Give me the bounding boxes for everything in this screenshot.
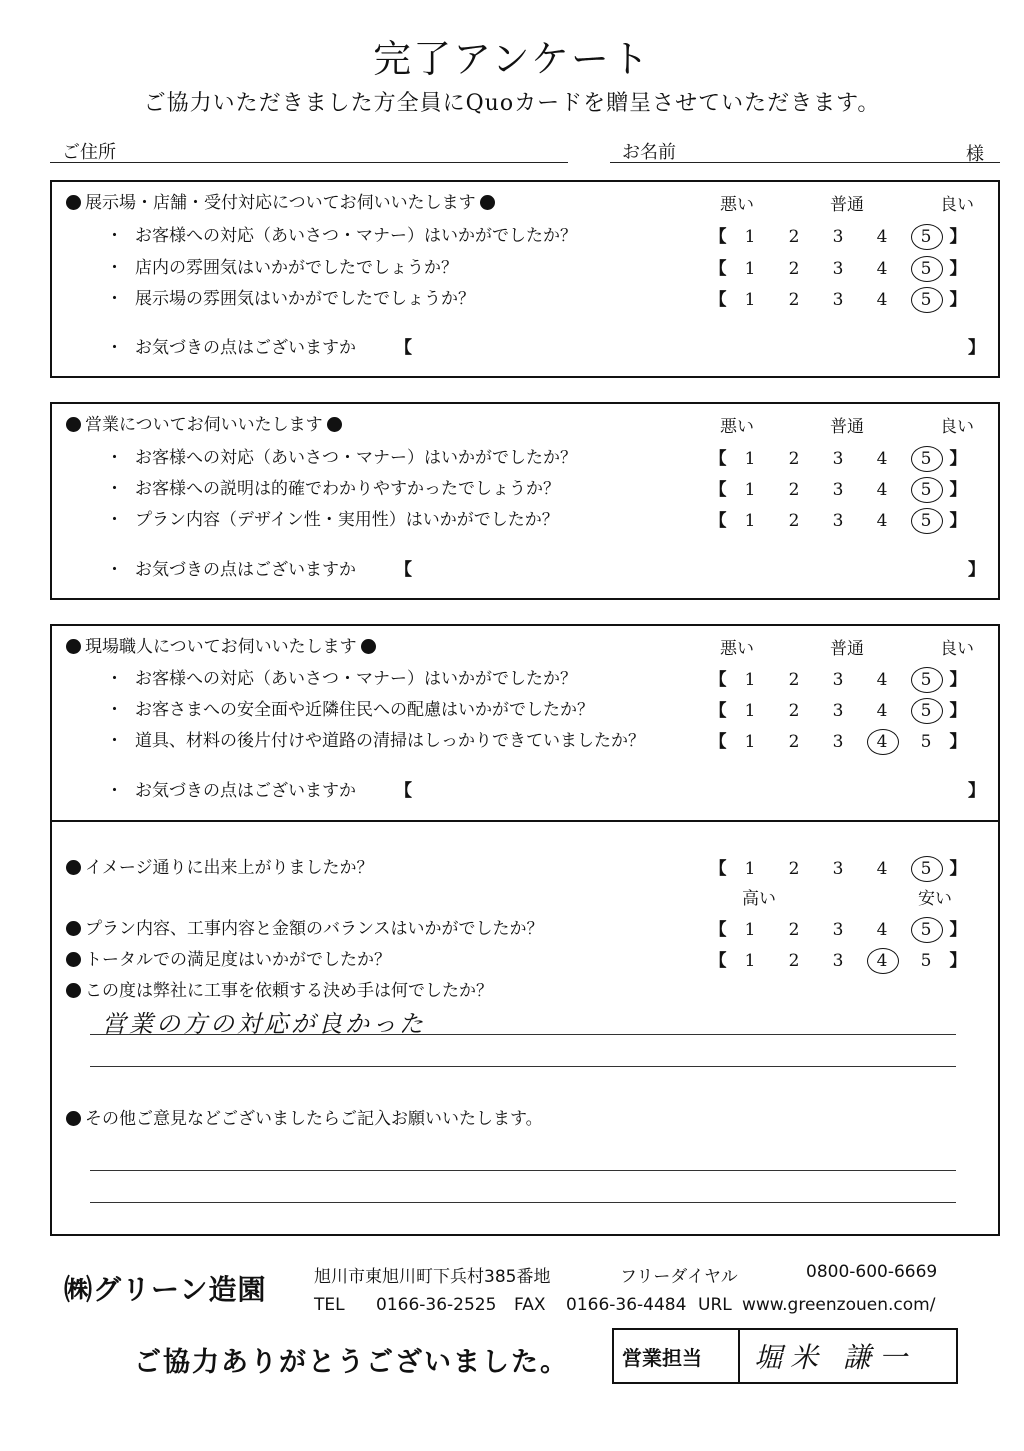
bullet-dot-icon xyxy=(66,983,81,998)
address-label: ご住所 xyxy=(62,142,116,163)
rating-option-4[interactable]: 4 xyxy=(860,951,904,971)
rating-option-1[interactable]: 1 xyxy=(744,859,756,879)
fax-number: 0166-36-4484 xyxy=(566,1295,687,1315)
bullet-dot-icon xyxy=(66,195,81,210)
url-link[interactable]: www.greenzouen.com/ xyxy=(742,1295,936,1315)
scale-good-label: 良い xyxy=(940,195,974,215)
rating-scale[interactable] xyxy=(708,915,968,940)
rating-option-3[interactable]: 3 xyxy=(832,732,844,752)
rating-open-bracket: 【 xyxy=(709,951,727,971)
comment-label: お気づきの点はございますか xyxy=(135,338,356,358)
rating-option-1[interactable]: 1 xyxy=(744,701,756,721)
question-text: お客様への対応（あいさつ・マナー）はいかがでしたか？ xyxy=(135,448,577,468)
rating-option-4[interactable]: 4 xyxy=(876,859,888,879)
scale-good-label: 良い xyxy=(940,639,974,659)
name-label: お名前 xyxy=(622,142,676,163)
tel-label: TEL xyxy=(314,1295,345,1315)
rating-option-2[interactable]: 2 xyxy=(788,859,800,879)
question-other-opinions: その他ご意見などございましたらご記入お願いいたします。 xyxy=(62,1104,543,1129)
rating-option-3[interactable]: 3 xyxy=(832,227,844,247)
comment-open-bracket: 【 xyxy=(395,781,412,801)
sales-staff-name: 堀米 謙一 xyxy=(754,1341,915,1374)
rating-option-2[interactable]: 2 xyxy=(788,920,800,940)
question-bullet: ・ xyxy=(106,289,123,309)
sales-staff-divider xyxy=(738,1328,740,1384)
rating-option-1[interactable]: 1 xyxy=(744,732,756,752)
comment-open-bracket: 【 xyxy=(395,560,412,580)
scale-bad-label: 悪い xyxy=(720,417,754,437)
question-bullet: ・ xyxy=(106,226,123,246)
rating-option-4[interactable]: 4 xyxy=(876,227,888,247)
rating-close-bracket: 】 xyxy=(949,951,967,971)
rating-option-5[interactable]: 5 xyxy=(904,290,948,310)
name-field[interactable] xyxy=(610,162,1000,163)
rating-option-1[interactable]: 1 xyxy=(744,951,756,971)
section-reception-heading: 展示場・店舗・受付対応についてお伺いいたします xyxy=(62,188,499,213)
rating-close-bracket: 】 xyxy=(949,732,967,752)
rating-scale[interactable] xyxy=(708,665,968,690)
rating-option-5[interactable]: 5 xyxy=(904,227,948,247)
bullet-dot-icon xyxy=(480,195,495,210)
comment-bullet: ・ xyxy=(106,338,123,358)
answer-line[interactable] xyxy=(90,1202,956,1203)
answer-line xyxy=(90,1066,956,1067)
rating-close-bracket: 】 xyxy=(949,259,967,279)
rating-option-4[interactable]: 4 xyxy=(876,920,888,940)
question-deciding-factor: この度は弊社に工事を依頼する決め手は何でしたか？ xyxy=(62,976,493,1001)
rating-close-bracket: 】 xyxy=(949,227,967,247)
question-price-balance: プラン内容、工事内容と金額のバランスはいかがでしたか？ xyxy=(62,914,544,939)
scale-cheap-label: 安い xyxy=(918,889,952,909)
rating-open-bracket: 【 xyxy=(709,670,727,690)
rating-option-4[interactable]: 4 xyxy=(876,701,888,721)
rating-option-3[interactable]: 3 xyxy=(832,670,844,690)
comment-close-bracket: 】 xyxy=(968,560,985,580)
bullet-dot-icon xyxy=(361,639,376,654)
freedial-label: フリーダイヤル xyxy=(620,1267,738,1287)
comment-close-bracket: 】 xyxy=(968,781,985,801)
question-bullet: ・ xyxy=(106,669,123,689)
question-bullet: ・ xyxy=(106,258,123,278)
rating-open-bracket: 【 xyxy=(709,859,727,879)
question-text: 店内の雰囲気はいかがでしたでしょうか？ xyxy=(135,258,458,278)
rating-option-2[interactable]: 2 xyxy=(788,732,800,752)
rating-option-2[interactable]: 2 xyxy=(788,449,800,469)
rating-option-1[interactable]: 1 xyxy=(744,290,756,310)
bullet-dot-icon xyxy=(66,860,81,875)
scale-good-label: 良い xyxy=(940,417,974,437)
url-label: URL xyxy=(698,1295,732,1315)
question-bullet: ・ xyxy=(106,700,123,720)
answer-line xyxy=(90,1034,956,1035)
bullet-dot-icon xyxy=(66,639,81,654)
question-text: 展示場の雰囲気はいかがでしたでしょうか？ xyxy=(135,289,475,309)
company-address: 旭川市東旭川町下兵村385番地 xyxy=(314,1267,551,1287)
rating-option-1[interactable]: 1 xyxy=(744,259,756,279)
rating-option-3[interactable]: 3 xyxy=(832,511,844,531)
rating-close-bracket: 】 xyxy=(949,859,967,879)
company-logo: ㈱グリーン造園 xyxy=(64,1273,267,1306)
rating-option-1[interactable]: 1 xyxy=(744,449,756,469)
comment-label: お気づきの点はございますか xyxy=(135,781,356,801)
page-title: 完了アンケート xyxy=(373,37,651,81)
name-suffix: 様 xyxy=(966,144,984,165)
section-divider xyxy=(50,820,1000,822)
rating-open-bracket: 【 xyxy=(709,480,727,500)
freedial-number: 0800-600-6669 xyxy=(806,1262,938,1282)
rating-option-2[interactable]: 2 xyxy=(788,259,800,279)
rating-scale[interactable] xyxy=(708,506,968,531)
rating-open-bracket: 【 xyxy=(709,449,727,469)
rating-option-5[interactable]: 5 xyxy=(904,670,948,690)
bullet-dot-icon xyxy=(66,1111,81,1126)
fax-label: FAX xyxy=(514,1295,546,1315)
thanks-message: ご協力ありがとうございました。 xyxy=(134,1347,569,1378)
rating-option-3[interactable]: 3 xyxy=(832,290,844,310)
bullet-dot-icon xyxy=(66,417,81,432)
question-bullet: ・ xyxy=(106,448,123,468)
scale-high-label: 高い xyxy=(742,889,776,909)
scale-bad-label: 悪い xyxy=(720,639,754,659)
rating-option-4[interactable]: 4 xyxy=(876,290,888,310)
rating-open-bracket: 【 xyxy=(709,290,727,310)
rating-option-5[interactable]: 5 xyxy=(904,701,948,721)
rating-option-1[interactable]: 1 xyxy=(744,670,756,690)
rating-close-bracket: 】 xyxy=(949,290,967,310)
rating-option-1[interactable]: 1 xyxy=(744,480,756,500)
rating-scale[interactable] xyxy=(708,444,968,469)
question-total-satisfaction: トータルでの満足度はいかがでしたか？ xyxy=(62,945,391,970)
rating-scale[interactable] xyxy=(708,254,968,279)
bullet-dot-icon xyxy=(66,952,81,967)
bullet-dot-icon xyxy=(66,921,81,936)
rating-option-5[interactable]: 5 xyxy=(904,259,948,279)
rating-option-2[interactable]: 2 xyxy=(788,290,800,310)
rating-option-3[interactable]: 3 xyxy=(832,701,844,721)
scale-normal-label: 普通 xyxy=(830,417,864,437)
rating-option-3[interactable]: 3 xyxy=(832,920,844,940)
rating-scale[interactable] xyxy=(708,946,968,971)
rating-scale[interactable] xyxy=(708,696,968,721)
rating-option-2[interactable]: 2 xyxy=(788,701,800,721)
rating-option-5[interactable]: 5 xyxy=(904,920,948,940)
question-text: 道具、材料の後片付けや道路の清掃はしっかりできていましたか？ xyxy=(135,731,645,751)
rating-option-4[interactable]: 4 xyxy=(876,259,888,279)
rating-option-4[interactable]: 4 xyxy=(860,732,904,752)
rating-open-bracket: 【 xyxy=(709,920,727,940)
scale-normal-label: 普通 xyxy=(830,639,864,659)
rating-open-bracket: 【 xyxy=(709,259,727,279)
deciding-factor-answer[interactable]: 営業の方の対応が良かった xyxy=(102,1010,426,1038)
question-text: お客様への対応（あいさつ・マナー）はいかがでしたか？ xyxy=(135,226,577,246)
rating-close-bracket: 】 xyxy=(949,670,967,690)
rating-scale[interactable] xyxy=(708,285,968,310)
rating-option-4[interactable]: 4 xyxy=(876,480,888,500)
rating-close-bracket: 】 xyxy=(949,480,967,500)
rating-scale[interactable] xyxy=(708,222,968,247)
rating-option-1[interactable]: 1 xyxy=(744,227,756,247)
rating-option-1[interactable]: 1 xyxy=(744,920,756,940)
rating-close-bracket: 】 xyxy=(949,701,967,721)
rating-option-2[interactable]: 2 xyxy=(788,511,800,531)
comment-open-bracket: 【 xyxy=(395,338,412,358)
rating-open-bracket: 【 xyxy=(709,511,727,531)
rating-option-5[interactable]: 5 xyxy=(904,859,948,879)
comment-close-bracket: 】 xyxy=(968,338,985,358)
answer-line[interactable] xyxy=(90,1170,956,1171)
rating-open-bracket: 【 xyxy=(709,732,727,752)
question-text: お客様への説明は的確でわかりやすかったでしょうか？ xyxy=(135,479,560,499)
comment-label: お気づきの点はございますか xyxy=(135,560,356,580)
rating-option-3[interactable]: 3 xyxy=(832,859,844,879)
scale-normal-label: 普通 xyxy=(830,195,864,215)
rating-option-2[interactable]: 2 xyxy=(788,480,800,500)
rating-option-3[interactable]: 3 xyxy=(832,480,844,500)
rating-option-5[interactable]: 5 xyxy=(904,480,948,500)
tel-number: 0166-36-2525 xyxy=(376,1295,497,1315)
page-subtitle: ご協力いただきました方全員にQuoカードを贈呈させていただきます。 xyxy=(143,91,881,116)
rating-option-5[interactable]: 5 xyxy=(904,449,948,469)
address-field[interactable] xyxy=(50,162,568,163)
rating-option-3[interactable]: 3 xyxy=(832,449,844,469)
rating-scale[interactable] xyxy=(708,854,968,879)
question-text: お客さまへの安全面や近隣住民への配慮はいかがでしたか？ xyxy=(135,700,594,720)
question-text: お客様への対応（あいさつ・マナー）はいかがでしたか？ xyxy=(135,669,577,689)
bullet-dot-icon xyxy=(327,417,342,432)
rating-open-bracket: 【 xyxy=(709,227,727,247)
rating-option-5[interactable]: 5 xyxy=(920,732,932,752)
question-image-match: イメージ通りに出来上がりましたか？ xyxy=(62,853,374,878)
rating-option-3[interactable]: 3 xyxy=(832,259,844,279)
rating-option-5[interactable]: 5 xyxy=(904,511,948,531)
rating-option-2[interactable]: 2 xyxy=(788,670,800,690)
comment-bullet: ・ xyxy=(106,560,123,580)
question-bullet: ・ xyxy=(106,731,123,751)
question-bullet: ・ xyxy=(106,510,123,530)
comment-bullet: ・ xyxy=(106,781,123,801)
question-text: プラン内容（デザイン性・実用性）はいかがでしたか？ xyxy=(135,510,559,530)
rating-option-4[interactable]: 4 xyxy=(876,511,888,531)
section-sales-heading: 営業についてお伺いいたします xyxy=(62,410,346,435)
rating-scale[interactable] xyxy=(708,727,968,752)
rating-close-bracket: 】 xyxy=(949,920,967,940)
rating-option-5[interactable]: 5 xyxy=(920,951,932,971)
rating-scale[interactable] xyxy=(708,475,968,500)
rating-option-4[interactable]: 4 xyxy=(876,670,888,690)
question-bullet: ・ xyxy=(106,479,123,499)
rating-option-2[interactable]: 2 xyxy=(788,951,800,971)
rating-option-4[interactable]: 4 xyxy=(876,449,888,469)
section-craftsmen-heading: 現場職人についてお伺いいたします xyxy=(62,632,380,657)
rating-close-bracket: 】 xyxy=(949,449,967,469)
rating-option-2[interactable]: 2 xyxy=(788,227,800,247)
rating-open-bracket: 【 xyxy=(709,701,727,721)
rating-option-3[interactable]: 3 xyxy=(832,951,844,971)
sales-staff-label: 営業担当 xyxy=(622,1346,702,1370)
scale-bad-label: 悪い xyxy=(720,195,754,215)
rating-option-1[interactable]: 1 xyxy=(744,511,756,531)
rating-close-bracket: 】 xyxy=(949,511,967,531)
